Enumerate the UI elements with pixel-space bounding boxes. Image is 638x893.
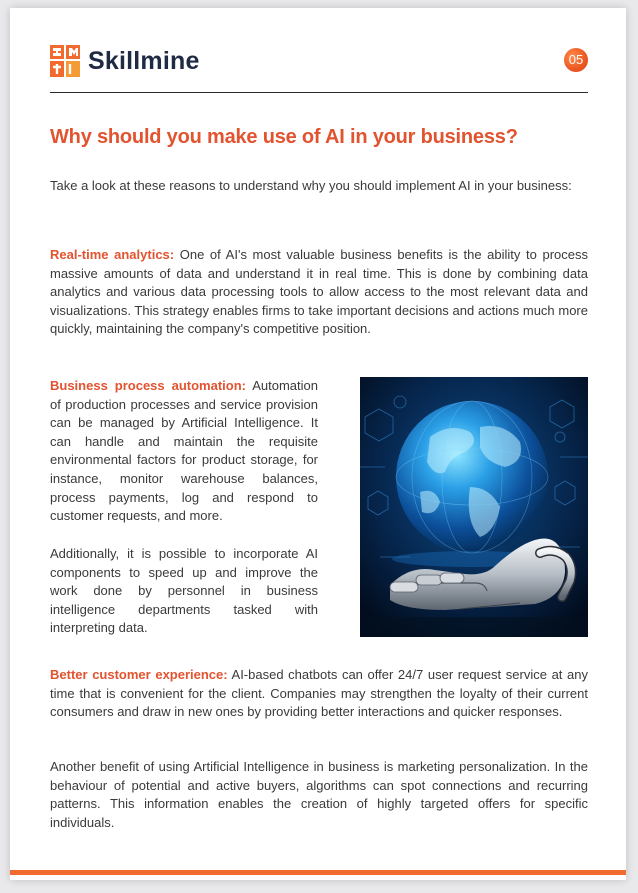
brand-name: Skillmine: [88, 46, 200, 75]
realtime-analytics-paragraph: [50, 246, 588, 339]
personalization-paragraph: Another benefit of using Artificial Intelligence in business is marketing personalization. In the behaviour of potential and active buyers, algorithms can spot connections and recurring patterns. This information enables the creation of highly targeted offers for specific individuals.: [50, 759, 588, 830]
process-automation-section: [50, 377, 318, 526]
additionally-paragraph: Additionally, it is possible to incorporate AI components to speed up and improve the work done by personnel in business intelligence departments tasked with interpreting data.: [50, 546, 318, 636]
page-title: Why should you make use of AI in your business?: [50, 126, 518, 148]
realtime-analytics-label: Real-time analytics:: [50, 247, 175, 262]
brand-logo: [50, 44, 200, 78]
realtime-analytics-section: [50, 246, 588, 339]
header-divider: [50, 92, 588, 93]
document-page: [10, 8, 626, 880]
additionally-section: [50, 545, 318, 638]
process-automation-paragraph: [50, 377, 318, 526]
intro-paragraph: Take a look at these reasons to understand why you should implement AI in your business:: [50, 178, 572, 193]
page-header: [50, 44, 588, 94]
footer-accent-bar: [10, 870, 626, 875]
robot-hand-globe-illustration: [360, 377, 588, 637]
process-automation-label: Business process automation:: [50, 378, 246, 393]
personalization-section: [50, 758, 588, 832]
realtime-analytics-text: One of AI's most valuable business benefits is the ability to process massive amounts of data and understand it in real time. This is done by combining data analytics and various data processing tools to allow access to the most relevant data and visualizations. This strategy enables firms to take important decisions and actions much more quickly, maintaining the company's competitive position.: [50, 247, 589, 337]
customer-experience-section: [50, 666, 588, 722]
process-automation-text: Automation of production processes and service provision can be managed by Artificial Intelligence. It can handle and maintain the requisite environmental factors for product storage, for instance, monitor warehouse balances, process payments, log and respond to customer requests, and more.: [50, 378, 318, 524]
intro-paragraph-block: [50, 177, 588, 196]
page-number-badge: 05: [564, 48, 588, 72]
skillmine-logo-icon: [50, 45, 80, 77]
customer-experience-text: AI-based chatbots can offer 24/7 user request service at any time that is convenient for the client. Companies may strengthen the loyalty of their current consumers and draw in new ones by providing better interactions and quicker responses.: [50, 667, 588, 720]
customer-experience-paragraph: [50, 666, 588, 722]
customer-experience-label: Better customer experience:: [50, 667, 228, 682]
